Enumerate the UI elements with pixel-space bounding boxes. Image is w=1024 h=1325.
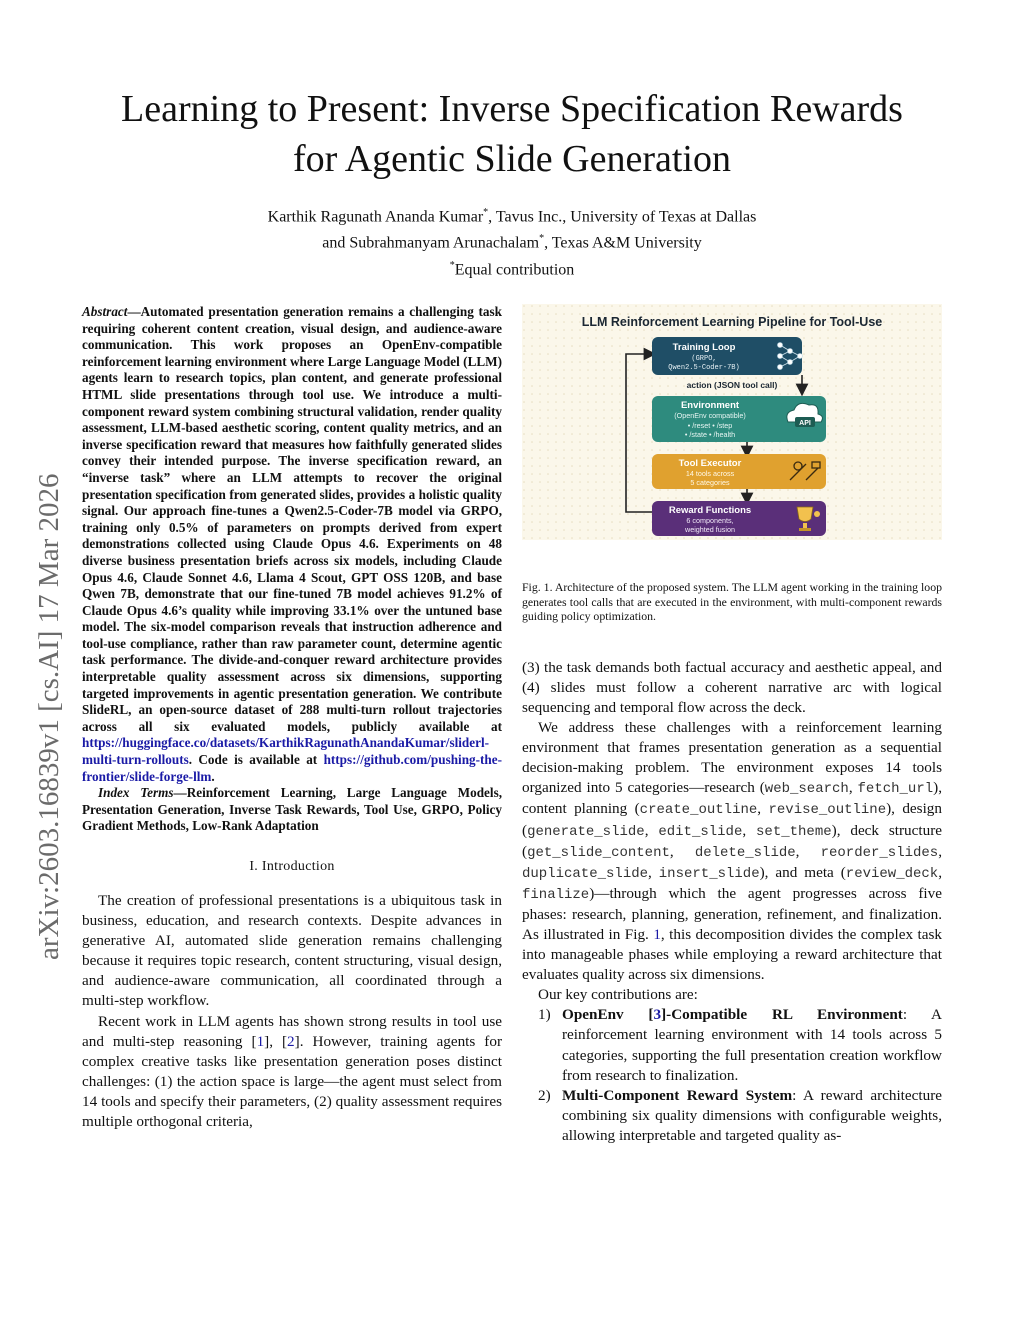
p2-text-b: , — [848, 779, 858, 797]
author-2-name: and Subrahmanyam Arunachalam — [322, 234, 540, 252]
arxiv-stamp-text: arXiv:2603.16839v1 [cs.AI] 17 Mar 2026 — [33, 473, 65, 960]
contributions-list — [522, 1005, 942, 1146]
code-link[interactable]: https://github.com/pushing-the-frontier/slide-forge-llm — [82, 752, 502, 784]
citation-3[interactable]: 3 — [653, 1006, 662, 1024]
tool-insert-slide: insert_slide — [658, 865, 760, 882]
p2-text-k: , — [938, 842, 943, 860]
equal-contribution-text: Equal contribution — [454, 260, 575, 278]
tool-create-outline: create_outline — [639, 802, 758, 819]
p2-text-d: , — [757, 800, 769, 818]
p2-text-a: We address these challenges with a reinforcement learning environment that frames presentation generation as a sequential decision-making problem. The environment exposes 14 tools organized into 5 categories—research ( — [522, 719, 942, 797]
intro-paragraph-1: The creation of professional presentations is a ubiquitous task in business, education, and research contexts. Despite advances in generative AI, automated slide generation remains challenging because it requires topic research, content structuring, visual design, and audience-aware communication, all coordinated through a multi-step workflow. — [82, 892, 502, 1010]
equal-contribution-note — [100, 255, 924, 281]
contribution-1 — [522, 1005, 942, 1085]
right-paragraph-2 — [522, 718, 942, 985]
abstract-body-3: . — [211, 768, 215, 784]
contribution-1-number: 1) — [538, 1006, 551, 1024]
author-1-star: * — [483, 207, 489, 218]
index-terms-body: —Reinforcement Learning, Large Language Models, Presentation Generation, Inverse Task Rewards, Tool Use, GRPO, Policy Gradient Methods, Low-Rank Adaptation — [82, 785, 502, 834]
author-line-1 — [100, 202, 924, 228]
dataset-link[interactable]: https://huggingface.co/datasets/KarthikRagunathAnandaKumar/sliderl-multi-turn-rollouts — [82, 735, 490, 768]
action-label: action (JSON tool call) — [686, 380, 778, 390]
right-paragraph-1: (3) the task demands both factual accuracy and aesthetic appeal, and (4) slides must follow a coherent narrative arc with logical sequencing and temporal flow across the deck. — [522, 658, 942, 716]
section-heading-introduction: I. Introduction — [249, 859, 335, 874]
citation-2[interactable]: 2 — [287, 1032, 295, 1050]
arxiv-stamp — [12, 320, 72, 1040]
author-block — [100, 202, 924, 281]
reward-line-2: weighted fusion — [685, 525, 735, 534]
abstract-body-1: —Automated presentation generation remains a challenging task requiring coherent content creation, visual design, and audience-aware communication. This work proposes an OpenEnv-compatible reinforcement learning environment where Large Language Model (LLM) agents learn to research topics, plan content, and generate professional HTML slide presentations through tool use. We introduce a multi-component reward system combining structural validation, render quality assessment, LLM-based aesthetic scoring, content quality metrics, and an inverse specification reward that measures how faithfully generated slides convey their intended purpose. The inverse specification reward, an “inverse task” where an LLM attempts to recover the original presentation specification from generated slides, provides a holistic quality signal. Our approach fine-tunes a Qwen2.5-Coder-7B model via GRPO, training only 0.5% of parameters on prompts derived from expert demonstrations collected using Claude Opus 4.6. Experiments on 48 diverse business presentation briefs across six models, including Claude Opus 4.6, Claude Sonnet 4.6, Llama 4 Scout, GPT OSS 120B, and base Qwen 7B, demonstrate that our fine-tuned 7B model achieves 91.2% of Claude Opus 4.6’s quality while improving 33.1% over the untuned base model. The six-model comparison reveals that instruction adherence and tool-use compliance, rather than raw parameter count, determine agentic task performance. The divide-and-conquer reward architecture provides interpretable quality assessment across six dimensions, supporting targeted improvements in agentic presentation generation. We contribute SlideRL, an open-source dataset of 288 multi-turn rollout trajectories across all six evaluated models, publicly available at — [82, 304, 502, 734]
training-loop-title: Training Loop — [672, 342, 736, 353]
equal-star: * — [449, 259, 455, 271]
training-loop-box — [652, 337, 802, 375]
figure-1 — [522, 304, 942, 540]
paper-title — [60, 84, 964, 184]
p2-text-o: )—through which the agent progresses across five phases: research, planning, generation, refinement, and finalization. As illustrated in Fig. — [522, 884, 942, 943]
tool-generate-slide: generate_slide — [527, 823, 645, 840]
tool-review-deck: review_deck — [845, 865, 939, 882]
reward-functions-box — [652, 501, 826, 536]
author-line-2 — [100, 228, 924, 254]
p2-text-n: , — [938, 863, 943, 881]
p2-text-g: , — [742, 821, 757, 839]
right-column — [522, 304, 942, 1146]
contribution-2-number: 2) — [538, 1086, 551, 1104]
contribution-2 — [522, 1086, 942, 1146]
abstract — [82, 304, 502, 785]
figure-1-reference[interactable]: 1 — [653, 926, 661, 943]
abstract-lead: Abstract — [82, 304, 128, 319]
contribution-1-head-a: OpenEnv [ — [562, 1006, 654, 1024]
diagram-title: LLM Reinforcement Learning Pipeline for Tool-Use — [581, 315, 883, 329]
environment-line-1: (OpenEnv compatible) — [674, 411, 746, 420]
author-1-name: Karthik Ragunath Ananda Kumar — [267, 208, 484, 226]
tool-delete-slide: delete_slide — [694, 844, 796, 861]
contribution-2-head: Multi-Component Reward System — [562, 1086, 793, 1104]
tool-executor-line-2: 5 categories — [690, 478, 730, 487]
tool-revise-outline: revise_outline — [768, 802, 887, 819]
index-terms-lead: Index Terms — [98, 785, 174, 801]
pipeline-diagram — [522, 304, 942, 540]
tool-fetch-url: fetch_url — [857, 781, 934, 798]
figure-1-caption: Fig. 1. Architecture of the proposed system. The LLM agent working in the training loop generates tool calls that are executed in the environment, with multi-component rewards guiding policy optimization. — [522, 580, 942, 624]
environment-box — [652, 396, 826, 442]
tool-edit-slide: edit_slide — [658, 823, 743, 840]
tool-get-slide-content: get_slide_content — [527, 844, 670, 861]
p2-text-e: ), design ( — [522, 800, 942, 839]
caption-spacer — [522, 624, 942, 658]
environment-title: Environment — [680, 400, 740, 411]
intro-p2-b: ], [ — [264, 1032, 288, 1050]
tool-executor-box — [652, 454, 826, 489]
environment-line-2: • /reset • /step — [687, 421, 733, 430]
tool-reorder-slides: reorder_slides — [820, 844, 939, 861]
contribution-1-head — [562, 1006, 903, 1023]
p2-text-i: , — [669, 842, 695, 860]
index-terms — [82, 785, 502, 835]
author-2-affiliation: , Texas A&M University — [544, 234, 702, 252]
citation-1[interactable]: 1 — [256, 1032, 265, 1050]
p2-text-p: , this decomposition divides the complex task into manageable phases while employing a reward architecture that evaluates quality across six dimensions. — [522, 926, 942, 984]
reward-title: Reward Functions — [668, 505, 752, 516]
right-paragraph-3: Our key contributions are: — [538, 986, 698, 1004]
intro-p2-c: ]. However, training agents for complex creative tasks like presentation generation poses distinct challenges: (1) the action space is large—the agent must select from 14 tools and specify their parameters, (2) quality assessment requires multiple orthogonal criteria, — [82, 1032, 502, 1131]
intro-paragraph-2 — [82, 1012, 502, 1133]
tool-set-theme: set_theme — [756, 823, 832, 840]
p2-text-j: , — [795, 842, 821, 860]
p2-text-l: , — [648, 863, 659, 881]
training-loop-line-2: Qwen2.5-Coder-7B) — [668, 364, 740, 372]
title-line-1: Learning to Present: Inverse Specification Rewards — [121, 88, 903, 130]
p2-text-h: ), deck structure ( — [522, 821, 943, 860]
p2-text-f: , — [644, 821, 659, 839]
contribution-1-head-b: ]-Compatible RL Environment — [661, 1006, 903, 1024]
abstract-body-2: . Code is available at — [188, 752, 324, 768]
p2-text-c: ), content planning ( — [522, 779, 942, 818]
p2-text-m: ), and meta ( — [759, 863, 846, 881]
training-loop-line-1: (GRPO, — [691, 355, 717, 363]
environment-line-3: • /state • /health — [684, 430, 736, 439]
api-label: API — [799, 420, 811, 427]
contribution-1-body: : A reinforcement learning environment with 14 tools across 5 categories, supporting the full presentation creation workflow from research to finalization. — [562, 1006, 942, 1084]
tool-executor-line-1: 14 tools across — [685, 469, 735, 478]
left-column — [82, 304, 502, 1132]
tool-web-search: web_search — [764, 781, 849, 798]
title-line-2: for Agentic Slide Generation — [293, 138, 731, 180]
tool-duplicate-slide: duplicate_slide — [522, 865, 649, 882]
reward-line-1: 6 components, — [686, 516, 734, 525]
author-2-star: * — [539, 233, 545, 245]
author-1-affiliation: , Tavus Inc., University of Texas at Dallas — [488, 208, 757, 226]
contribution-2-body: : A reward architecture combining six quality dimensions with configurable weights, allowing interpretable and targeted quality as- — [562, 1086, 943, 1144]
tool-executor-title: Tool Executor — [678, 458, 742, 469]
intro-p2-a: Recent work in LLM agents has shown strong results in tool use and multi-step reasoning [ — [82, 1012, 502, 1050]
tool-finalize: finalize — [522, 886, 590, 903]
